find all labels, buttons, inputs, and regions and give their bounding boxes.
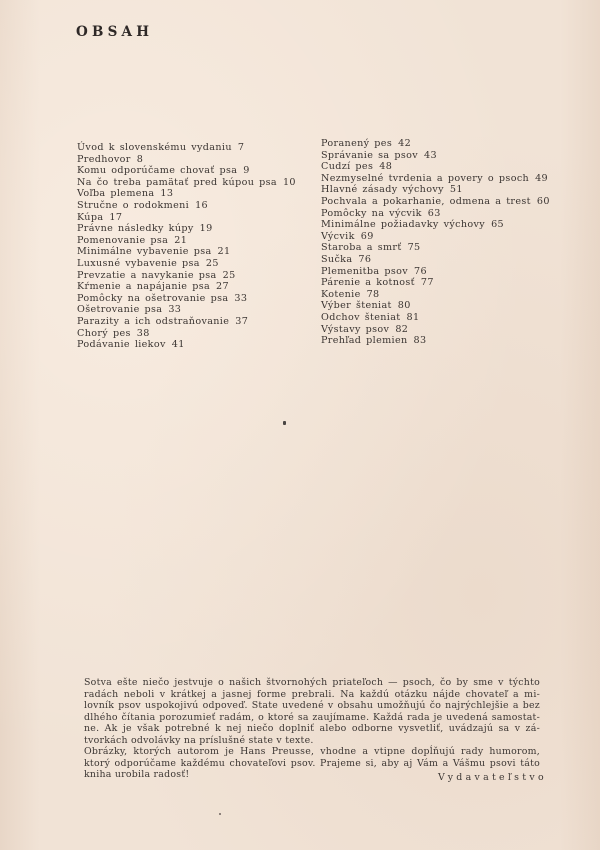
paper-speck (219, 813, 221, 815)
toc-entry-page: 38 (136, 327, 150, 339)
toc-entry-label: Luxusné vybavenie psa (77, 257, 200, 269)
toc-entry (321, 138, 546, 150)
toc-entry-label: Predhovor (77, 153, 131, 165)
toc-entry (77, 142, 302, 154)
toc-entry (321, 161, 546, 173)
toc-entry-page: 33 (234, 292, 248, 304)
toc-entry (321, 277, 546, 289)
foreword-line: lovník psov uspokojivú odpoveď. State uvedené v obsahu umožňujú čo najrýchlejšie a bez (84, 700, 540, 711)
toc-entry-page: 25 (222, 269, 236, 281)
foreword-line: Sotva ešte niečo jestvuje o našich štvornohých priateľoch — psoch, čo by sme v týchto (84, 677, 540, 688)
toc-column-right (321, 138, 550, 347)
toc-entry-label: Voľba plemena (77, 188, 155, 200)
toc-entry-label: Výstavy psov (321, 323, 390, 335)
toc-entry-label: Pochvala a pokarhanie, odmena a trest (321, 195, 531, 207)
toc-entry (77, 328, 302, 340)
toc-entry-label: Kotenie (321, 288, 361, 300)
foreword-paragraph (84, 677, 540, 781)
page-title: OBSAH (76, 24, 154, 40)
toc-entry (77, 258, 302, 270)
toc-entry-label: Právne následky kúpy (77, 223, 194, 235)
toc-entry-label: Sučka (321, 253, 353, 265)
toc-entry-label: Cudzí pes (321, 161, 374, 173)
toc-entry (77, 212, 302, 224)
toc-entry-label: Pomôcky na výcvik (321, 207, 422, 219)
toc-entry-page: 10 (282, 176, 296, 188)
toc-entry-page: 78 (366, 288, 380, 300)
toc-entry-label: Správanie sa psov (321, 149, 419, 161)
toc-entry-page: 25 (205, 257, 219, 269)
toc-entry (77, 293, 302, 305)
toc-entry-label: Výber šteniat (321, 300, 392, 312)
toc-entry (77, 235, 302, 247)
toc-entry-label: Stručne o rodokmeni (77, 199, 190, 211)
toc-entry (77, 165, 302, 177)
toc-entry-page: 51 (449, 184, 463, 196)
toc-entry (77, 246, 302, 258)
foreword-line: ne. Ak je však potrebné k nej niečo doplniť alebo odborne vysvetliť, uvádzajú sa v zá- (84, 723, 540, 734)
toc-entry (77, 270, 302, 282)
foreword-line: dlhého čítania porozumieť radám, o ktoré sa zaujímame. Každá rada je uvedená samostat- (84, 711, 540, 723)
toc-entry-label: Staroba a smrť (321, 242, 402, 254)
toc-entry-page: 82 (395, 323, 409, 335)
toc-entry (321, 150, 546, 162)
toc-entry (321, 184, 546, 196)
toc-entry-page: 21 (174, 234, 188, 246)
toc-entry-page: 21 (217, 246, 231, 258)
toc-entry (321, 289, 546, 301)
toc-entry-page: 49 (535, 172, 548, 184)
toc-entry-label: Na čo treba pamätať pred kúpou psa (77, 176, 277, 188)
toc-entry (321, 312, 546, 324)
toc-entry (321, 335, 546, 347)
toc-entry-page: 77 (420, 277, 434, 289)
toc-entry-page: 13 (160, 188, 174, 200)
foreword-line: kniha urobila radosť! (84, 769, 190, 780)
toc-entry-page: 41 (171, 339, 185, 351)
toc-entry (77, 188, 302, 200)
toc-entry (321, 242, 546, 254)
toc-entry-page: 19 (199, 223, 213, 235)
toc-entry (321, 208, 546, 220)
toc-entry-page: 69 (360, 230, 374, 242)
toc-entry-page: 42 (398, 138, 412, 149)
toc-entry-page: 81 (406, 311, 420, 323)
toc-entry-label: Odchov šteniat (321, 311, 401, 323)
toc-entry-label: Minimálne požiadavky výchovy (321, 219, 486, 231)
toc-entry-label: Pomenovanie psa (77, 234, 169, 246)
toc-entry (77, 223, 302, 235)
toc-entry (77, 154, 302, 166)
toc-entry-label: Parazity a ich odstraňovanie (77, 315, 230, 327)
foreword-line: tvorkách odvolávky na príslušné state v texte. (84, 734, 314, 746)
toc-entry (77, 281, 302, 293)
toc-entry-label: Kúpa (77, 211, 104, 223)
toc-entry-label: Úvod k slovenskému vydaniu (77, 142, 232, 153)
toc-entry-label: Výcvik (321, 230, 355, 242)
toc-entry-label: Ošetrovanie psa (77, 304, 163, 316)
toc-column-left (77, 142, 302, 351)
toc-entry (321, 324, 546, 336)
toc-entry-page: 17 (109, 211, 123, 223)
toc-entry-page: 33 (168, 304, 182, 316)
toc-entry (77, 200, 302, 212)
toc-entry-page: 65 (491, 219, 504, 231)
toc-entry-page: 37 (235, 315, 249, 327)
toc-entry-label: Nezmyselné tvrdenia a povery o psoch (321, 172, 530, 184)
toc-entry-page: 9 (243, 165, 250, 177)
toc-entry (321, 195, 550, 208)
toc-entry-label: Prevzatie a navykanie psa (77, 269, 217, 281)
toc-entry (321, 231, 546, 243)
toc-entry-page: 76 (414, 265, 427, 277)
toc-entry-page: 8 (136, 153, 144, 165)
toc-entry (321, 254, 546, 266)
toc-entry-label: Hlavné zásady výchovy (321, 184, 444, 196)
toc-entry-label: Chorý pes (77, 327, 131, 339)
toc-entry (77, 304, 302, 316)
toc-entry-page: 27 (216, 281, 229, 293)
toc-entry-page: 7 (237, 142, 245, 153)
foreword-line: ktorý odporúčame každému chovateľovi psov. Prajeme si, aby aj Vám a Vášmu psovi táto (84, 757, 540, 769)
toc-entry-page: 76 (358, 253, 372, 265)
toc-entry-label: Kŕmenie a napájanie psa (77, 281, 211, 293)
toc-entry (77, 339, 302, 351)
toc-entry-label: Podávanie liekov (77, 339, 166, 351)
toc-entry-page: 43 (424, 149, 437, 161)
toc-entry-page: 80 (397, 300, 411, 312)
toc-entry-page: 60 (536, 195, 550, 207)
toc-entry-label: Komu odporúčame chovať psa (77, 165, 238, 177)
toc-entry (321, 173, 546, 185)
toc-entry (321, 300, 546, 312)
toc-entry-label: Pomôcky na ošetrovanie psa (77, 292, 229, 304)
foreword-line: radách neboli v krátkej a jasnej forme prebrali. Na každú otázku nájde chovateľ a mi- (84, 688, 540, 700)
toc-entry-label: Prehľad plemien (321, 335, 408, 347)
toc-entry-label: Poranený pes (321, 138, 393, 149)
toc-entry-page: 63 (427, 207, 441, 219)
paper-speck (283, 421, 286, 425)
toc-entry-page: 48 (379, 161, 393, 173)
toc-entry-page: 16 (195, 199, 208, 211)
foreword-line: Obrázky, ktorých autorom je Hans Preusse, vhodne a vtipne dopĺňujú rady humorom, (84, 746, 540, 757)
toc-entry-label: Minimálne vybavenie psa (77, 246, 212, 258)
toc-entry-page: 75 (407, 242, 421, 254)
toc-entry-page: 83 (413, 335, 427, 347)
publisher-signature: Vydavateľstvo (438, 772, 547, 783)
toc-entry (321, 219, 546, 231)
toc-entry (77, 316, 302, 328)
toc-entry (77, 177, 302, 189)
toc-entry (321, 266, 546, 278)
toc-entry-label: Párenie a kotnosť (321, 277, 415, 289)
toc-entry-label: Plemenitba psov (321, 265, 408, 277)
